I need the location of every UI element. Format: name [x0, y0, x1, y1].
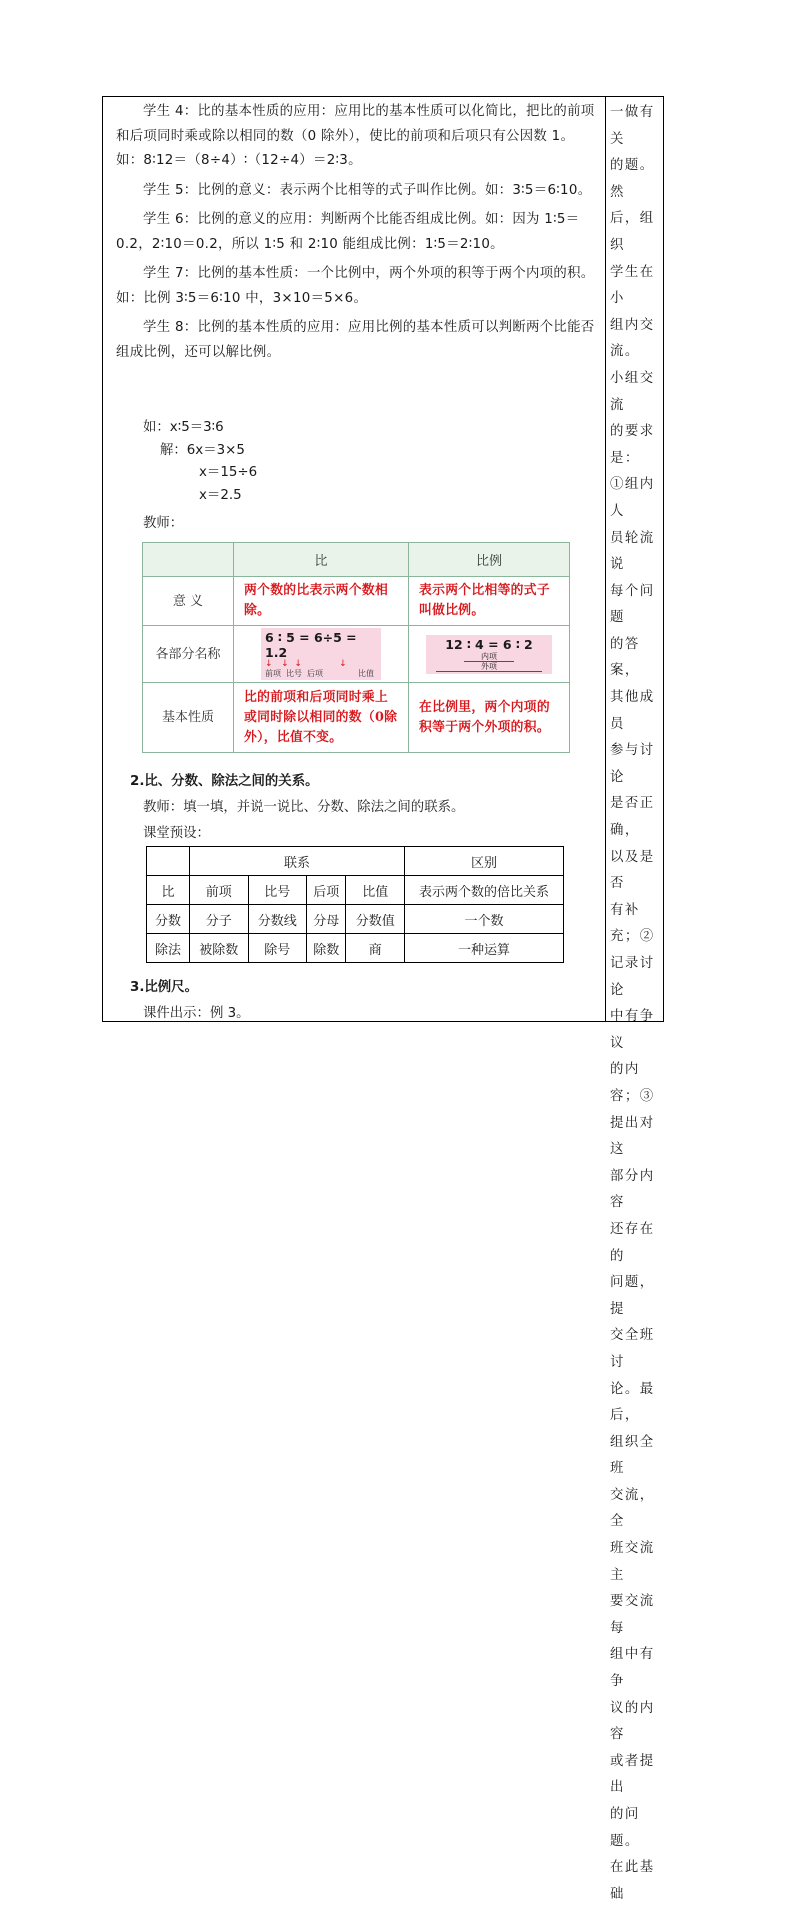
- paragraph-student5: 学生 5：比例的意义：表示两个比相等的式子叫作比例。如：3∶5＝6∶10。: [143, 182, 592, 198]
- table-cell: 后项: [307, 876, 346, 905]
- ratio-arrows: ↓ ↓ ↓ ↓: [265, 659, 347, 669]
- ratio-parts-diagram: [261, 628, 381, 680]
- side-note-line: 有补充；②: [610, 902, 655, 945]
- part-label-antecedent: 前项: [265, 669, 281, 678]
- inner-terms-label: 内项: [464, 652, 514, 662]
- side-note-line: 后，组织: [610, 211, 655, 253]
- side-note-line: 论。最后，: [610, 1381, 655, 1424]
- part-label-value: 比值: [358, 669, 374, 678]
- teacher-label: 教师：: [143, 516, 184, 531]
- table-cell: 分数: [147, 905, 190, 934]
- proportion-parts-cell: [409, 626, 570, 683]
- side-note-line: 在此基础: [610, 1860, 655, 1902]
- side-note-line: 组内交流。: [610, 317, 655, 360]
- side-note-line: 议的内容: [610, 1700, 655, 1743]
- proportion-expression: 12 ∶ 4 = 6 ∶ 2: [445, 636, 533, 652]
- side-note-line: 部分内容: [610, 1168, 655, 1211]
- comparison-header-proportion: 比例: [409, 543, 570, 577]
- table-cell: 分子: [190, 905, 249, 934]
- relation-header-diff: 区别: [405, 847, 564, 876]
- section-2-teacher: 教师：填一填，并说一说比、分数、除法之间的联系。: [143, 800, 465, 815]
- table-cell: 除法: [147, 934, 190, 963]
- side-note-line: 的内容；③: [610, 1062, 655, 1104]
- proportion-property: 在比例里，两个内项的积等于两个外项的积。: [409, 683, 570, 753]
- proportion-meaning: 表示两个比相等的式子叫做比例。: [409, 577, 570, 626]
- side-note-line: 小组交流: [610, 370, 655, 413]
- proportion-parts-diagram: [426, 635, 552, 674]
- paragraph-student4: 学生 4：比的基本性质的应用：应用比的基本性质可以化简比，把比的前项和后项同时乘或除以相同的数（0 除外），使比的前项和后项只有公因数 1。如：8∶12＝（8÷4）∶（12÷4）＝2∶3。: [116, 104, 595, 168]
- side-note-line: 学生在小: [610, 264, 655, 307]
- example-line-2: 解：6x＝3×5: [160, 443, 245, 458]
- column-divider: [605, 96, 606, 1022]
- table-cell: 分数线: [248, 905, 307, 934]
- relation-table: [146, 846, 564, 963]
- side-note-line: 交流，全: [610, 1487, 655, 1530]
- row-label-meaning: 意 义: [143, 577, 234, 626]
- example-line-4: x＝2.5: [199, 488, 242, 503]
- side-note-line: 的问题。: [610, 1807, 640, 1849]
- section-3-title: 3.比例尺。: [130, 980, 198, 995]
- side-notes: [610, 100, 662, 1908]
- table-cell: 被除数: [190, 934, 249, 963]
- example-line-1: 如：x∶5＝3∶6: [143, 420, 224, 435]
- side-note-line: 的答案，: [610, 636, 640, 679]
- paragraph-student7: 学生 7：比例的基本性质：一个比例中，两个外项的积等于两个内项的积。如：比例 3∶5＝6∶10 中，3×10＝5×6。: [116, 266, 595, 306]
- side-note-line: 员轮流说: [610, 530, 655, 573]
- side-note-line: 组中有争: [610, 1647, 655, 1690]
- side-note-line: 的要求是：: [610, 424, 655, 466]
- table-cell: 分母: [307, 905, 346, 934]
- side-note-line: 其他成员: [610, 690, 655, 732]
- table-cell: 比值: [346, 876, 405, 905]
- side-note-line: 还存在的: [610, 1221, 655, 1264]
- row-label-parts: 各部分名称: [143, 626, 234, 683]
- relation-header-link: 联系: [190, 847, 405, 876]
- table-cell: 除数: [307, 934, 346, 963]
- section-2-preset: 课堂预设：: [143, 826, 210, 841]
- table-cell: 前项: [190, 876, 249, 905]
- outer-terms-label: 外项: [436, 662, 542, 672]
- table-cell: 分数值: [346, 905, 405, 934]
- side-note-line: 问题，提: [610, 1275, 655, 1317]
- ratio-property: 比的前项和后项同时乘上或同时除以相同的数（0除外），比值不变。: [234, 683, 409, 753]
- section-2-title: 2.比、分数、除法之间的关系。: [130, 774, 319, 789]
- comparison-table: [142, 542, 570, 753]
- comparison-header-ratio: 比: [234, 543, 409, 577]
- side-note-line: 一做有关: [610, 105, 655, 147]
- ratio-meaning: 两个数的比表示两个数相除。: [234, 577, 409, 626]
- table-cell: 比号: [248, 876, 307, 905]
- side-note-line: ①组内人: [610, 477, 655, 519]
- table-cell: 比: [147, 876, 190, 905]
- paragraph-student6: 学生 6：比例的意义的应用：判断两个比能否组成比例。如：因为 1∶5＝0.2，2∶10＝0.2，所以 1∶5 和 2∶10 能组成比例：1∶5＝2∶10。: [116, 212, 580, 252]
- table-cell: 商: [346, 934, 405, 963]
- table-cell: 一个数: [405, 905, 564, 934]
- ratio-part-labels: [265, 669, 377, 678]
- comparison-corner: [143, 543, 234, 577]
- side-note-line: 以及是否: [610, 849, 655, 892]
- side-note-line: 的题。然: [610, 158, 655, 200]
- paragraph-student8: 学生 8：比例的基本性质的应用：应用比例的基本性质可以判断两个比能否组成比例，还可以解比例。: [116, 320, 595, 360]
- part-label-colon: 比号: [286, 669, 302, 678]
- side-note-line: 记录讨论: [610, 956, 655, 998]
- row-label-property: 基本性质: [143, 683, 234, 753]
- side-note-line: 参与讨论: [610, 743, 655, 785]
- table-cell: 一种运算: [405, 934, 564, 963]
- ratio-expression: 6 ∶ 5 = 6÷5 = 1.2: [265, 630, 357, 660]
- side-note-line: 或者提出: [610, 1753, 655, 1796]
- side-note-line: 组织全班: [610, 1434, 655, 1477]
- side-note-line: 提出对这: [610, 1115, 655, 1158]
- part-label-consequent: 后项: [307, 669, 323, 678]
- side-note-line: 是否正确，: [610, 796, 655, 839]
- side-note-line: 班交流主: [610, 1541, 655, 1583]
- example-line-3: x＝15÷6: [199, 465, 258, 480]
- relation-corner: [147, 847, 190, 876]
- side-note-line: 要交流每: [610, 1594, 655, 1636]
- side-note-line: 交全班讨: [610, 1328, 655, 1370]
- table-cell: 表示两个数的倍比关系: [405, 876, 564, 905]
- side-note-line: 中有争议: [610, 1009, 655, 1051]
- section-3-text: 课件出示：例 3。: [143, 1006, 250, 1021]
- main-column: [116, 100, 600, 370]
- side-note-line: 每个问题: [610, 583, 655, 626]
- ratio-parts-cell: [234, 626, 409, 683]
- table-cell: 除号: [248, 934, 307, 963]
